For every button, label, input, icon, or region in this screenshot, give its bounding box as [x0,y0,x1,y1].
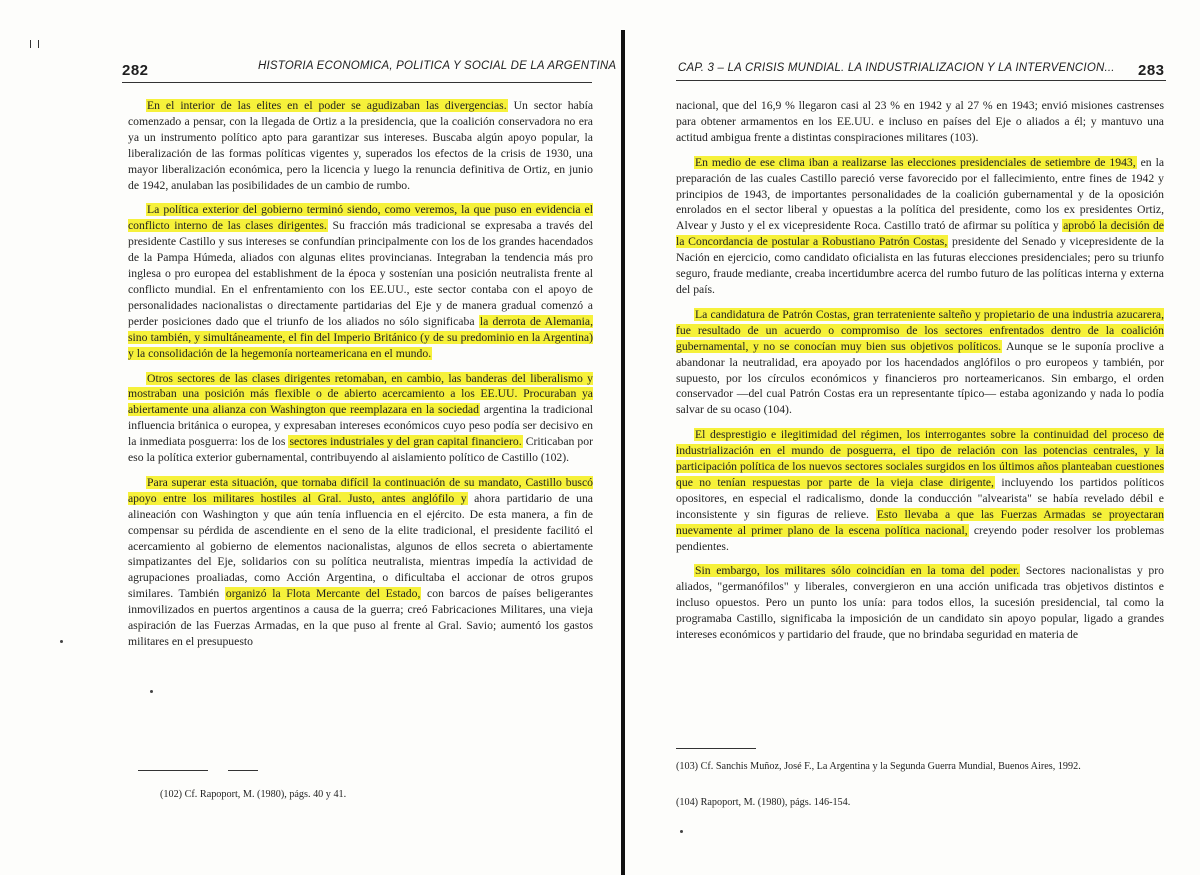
highlighted-text: la derrota de Alemania, sino también, y simultáneamente, el fin del Imperio Británico (y de su predominio en la Argentina) y la consolidación de la hegemonía norteamericana en el mundo. [128,314,593,360]
page-number: 283 [1138,62,1165,79]
left-body-text [128,98,593,659]
scan-mark [30,40,31,48]
page-number: 282 [122,62,149,79]
paragraph-text: Aunque se le suponía proclive a abandonar la neutralidad, era apoyado por los hacendados anglófilos o pro europeos y también, por supuesto, por los círculos económicos y financieros pro norteamericanos. Sin embargo, el orden conservador —del cual Patrón Costas era un representante típico— estaba agonizando y nada lo podía salvar de su ocaso (104). [676,339,1164,417]
paragraph-text: ahora partidario de una alineación con Washington y que aún tenía influencia en el ejército. De esta manera, a fin de compensar su pérdida de ascendiente en el seno de la elite tradicional, el presidente facilitó el acercamiento al gobierno de elementos nacionalistas, algunos de ellos secreta o abiertamente simpatizantes del Eje, solidarios con su política neutralista, mientras impedía la actividad de agrupaciones proaliadas, como Acción Argentina, o dificultaba el accionar de otros grupos similares. También [128,491,593,601]
paragraph [128,202,593,361]
scan-mark [38,40,39,48]
footnote: (104) Rapoport, M. (1980), págs. 146-154. [676,797,851,808]
paragraph [128,475,593,650]
paragraph-text: incluyendo los partidos políticos opositores, en especial el radicalismo, donde la conducción "alvearista" se había revelado débil e inconsistente y sin figuras de relieve. [676,475,1164,521]
paragraph [676,98,1164,146]
running-title: HISTORIA ECONOMICA, POLITICA Y SOCIAL DE LA ARGENTINA [258,60,617,72]
scan-speck [60,640,63,643]
highlighted-text: Esto llevaba a que las Fuerzas Armadas se proyectaran nuevamente al primer plano de la escena política nacional, [676,507,1164,537]
paragraph-text: Criticaban por eso la política exterior gubernamental, contribuyendo al aislamiento político de Castillo (102). [128,435,594,465]
paragraph-text: creyendo poder resolver los problemas pendientes. [676,523,1165,553]
book-gutter [621,30,625,875]
paragraph-text: con barcos de países beligerantes inmovilizados en puertos argentinos a causa de la guerra; creó Fabricaciones Militares, una vieja aspiración de las Fuerzas Armadas, en la que puso al frente al Gral. Savio; aumentó los gastos militares en el presupuesto [128,587,593,648]
paragraph-text: Su fracción más tradicional se expresaba a través del presidente Castillo y sus intereses se confundían principalmente con los de los grandes hacendados de la Pampa Húmeda, aliados con algunas elites provincianas. Integraban la tendencia más pro inglesa o pro europea del establishment de la época y sostenían una posición neutralista frente al conflicto mundial. En el enfrentamiento con los EE.UU., este sector contaba con el apoyo de personalidades nacionalistas o directamente partidarias del Eje y de manera gradual comenzó a perder posiciones dado que el triunfo de los aliados no sólo significaba [128,219,594,328]
paragraph [676,563,1164,643]
paragraph-text: presidente del Senado y vicepresidente de la Nación en ejercicio, como candidato oficialista en las futuras elecciones presidenciales; pero su triunfo seguro, fraude mediante, creaba incertidumbre acerca del rumbo futuro de las políticas interna y externa del país. [676,235,1164,296]
footnote: (102) Cf. Rapoport, M. (1980), págs. 40 y 41. [160,789,347,800]
paragraph [676,155,1164,298]
highlighted-text: aprobó la decisión de la Concordancia de postular a Robustiano Patrón Costas, [676,219,1164,249]
paragraph [676,427,1164,554]
header-rule [676,80,1166,81]
paragraph-text: en la preparación de las cuales Castillo pareció verse favorecido por el fallecimiento, entre fines de 1942 y principios de 1943, de importantes personalidades de la coalición gubernamental y de la oposición enrolados en el sector liberal y opuestas a la política del presidente, como los ex presidentes Ortiz, Alvear y Justo y el ex vicepresidente Roca. Castillo trató de afirmar su política y [676,155,1165,233]
highlighted-text: En medio de ese clima iban a realizarse las elecciones presidenciales de setiembre de 1943, [695,155,1136,169]
highlighted-text: En el interior de las elites en el poder se agudizaban las divergencias. [147,99,507,112]
paragraph [128,98,593,193]
footnote-rule [676,748,756,749]
highlighted-text: organizó la Flota Mercante del Estado, [225,587,421,601]
highlighted-text: Sin embargo, los militares sólo coincidían en la toma del poder. [695,564,1020,578]
footnote-rule [228,770,258,771]
paragraph [676,307,1164,418]
scan-speck [680,830,683,833]
paragraph [128,371,593,466]
highlighted-text: Para superar esta situación, que tornaba difícil la continuación de su mandato, Castillo buscó apoyo entre los militares hostiles al Gral. Justo, antes anglófilo y [128,475,593,505]
right-page [630,0,1200,875]
paragraph-text: Un sector había comenzado a pensar, con la llegada de Ortiz a la presidencia, que la coalición conservadora no era ya un instrumento político apto para garantizar sus intereses. Buscaba algún apoyo popular, la liberalización de las formas políticas vigentes y, superados los efectos de la crisis de 1930, una mayor liberalización económica, pero la licencia y luego la renuncia definitiva de Ortiz, en junio de 1942, anulaban las posibilidades de un cambio de rumbo. [128,99,593,192]
highlighted-text: La política exterior del gobierno terminó siendo, como veremos, la que puso en evidencia el conflicto interno de las clases dirigentes. [128,203,593,233]
highlighted-text: sectores industriales y del gran capital financiero. [289,435,522,449]
header-rule [122,82,592,83]
scan-speck [150,690,153,693]
paragraph-text: Sectores nacionalistas y pro aliados, "germanófilos" y liberales, convergieron en una acción unificada tras objetivos distintos e incluso opuestos. Pero un punto los unía: para todos ellos, la sucesión presidencial, tal como la programaba Castillo, significaba la imposición de un candidato sin apoyo popular, ligado a grandes intereses económicos y partidario del fraude, que no brindaba seguridad en materia de [676,564,1164,642]
highlighted-text: La candidatura de Patrón Costas, gran terrateniente salteño y propietario de una industria azucarera, fue resultado de un acuerdo o compromiso de los sectores enfrentados dentro de la coalición gubernamental, y no se conocían muy bien sus objetivos políticos. [676,307,1164,353]
paragraph-text: nacional, que del 16,9 % llegaron casi al 23 % en 1942 y al 27 % en 1943; envió misiones castrenses para obtener armamentos en los EE.UU. e incluso en países del Eje o aliados a él; y mantuvo una actitud ambigua frente a distintas conspiraciones militares (103). [676,99,1164,144]
running-title: CAP. 3 – LA CRISIS MUNDIAL. LA INDUSTRIALIZACION Y LA INTERVENCION... [678,62,1115,74]
footnote: (103) Cf. Sanchis Muñoz, José F., La Argentina y la Segunda Guerra Mundial, Buenos Aires, 1992. [676,761,1081,772]
highlighted-text: Otros sectores de las clases dirigentes retomaban, en cambio, las banderas del liberalismo y mostraban una posición más flexible o de abierto acercamiento a los EE.UU. Procuraban ya abiertamente una alianza con Washington que reemplazara en la sociedad [128,371,593,417]
highlighted-text: El desprestigio e ilegitimidad del régimen, los interrogantes sobre la continuidad del proceso de industrialización en el mundo de posguerra, el tipo de relación con las potencias centrales, y la participación política de los nuevos sectores sociales surgidos en los últimos años planteaban cuestiones que no tenían respuestas por parte de la vieja clase dirigente, [676,428,1164,489]
footnote-rule [138,770,208,771]
paragraph-text: argentina la tradicional influencia británica o europea, y expresaban intereses económicos cuyo peso podía ser decisivo en la inmediata posguerra: los de los [128,403,593,449]
right-body-text [676,98,1164,652]
